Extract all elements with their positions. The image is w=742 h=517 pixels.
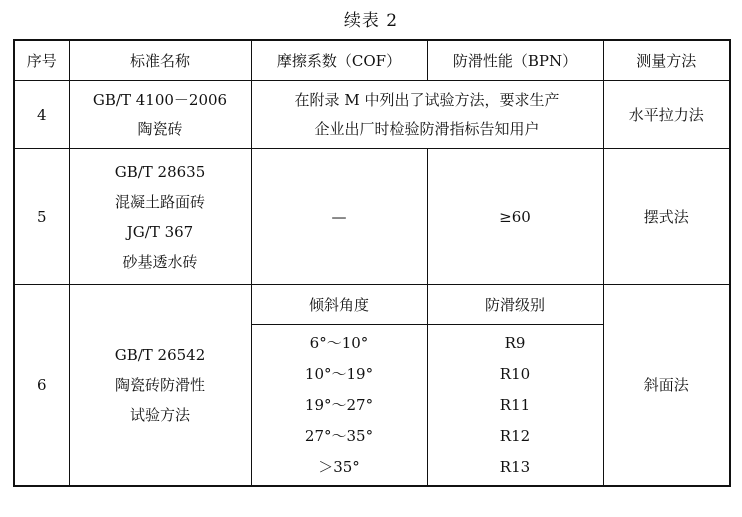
slip-level: R10 — [499, 364, 531, 383]
standard-code: GB/T 28635 — [114, 162, 206, 181]
header-no: 序号 — [14, 40, 69, 81]
table-caption: 续表 2 — [343, 11, 399, 31]
cof-cell — [251, 149, 427, 285]
header-bpn: 防滑性能（BPN） — [427, 40, 603, 81]
table-row — [14, 149, 730, 285]
angle-range: 19°～27° — [304, 395, 374, 414]
level-list-cell — [427, 325, 603, 487]
table-header-row — [14, 40, 730, 81]
standard-title: 陶瓷砖防滑性 — [114, 376, 205, 394]
method-cell: 斜面法 — [603, 285, 730, 487]
row-no: 6 — [14, 285, 69, 487]
standard-name-cell — [69, 81, 251, 149]
standard-name-cell — [69, 285, 251, 487]
standard-code: GB/T 4100－2006 — [92, 90, 228, 109]
description-line: 企业出厂时检验防滑指标告知用户 — [314, 119, 540, 138]
cof-bpn-description — [251, 81, 603, 149]
table-row — [14, 81, 730, 149]
angle-range: 10°～19° — [304, 364, 374, 383]
slip-level: R12 — [499, 426, 531, 445]
standard-code: GB/T 26542 — [114, 346, 206, 364]
angle-list — [252, 328, 427, 483]
header-method: 测量方法 — [603, 40, 730, 81]
angle-range: 27°～35° — [304, 426, 374, 445]
row-no: 5 — [14, 149, 69, 285]
angle-range: ＞35° — [318, 457, 360, 476]
standard-code: JG/T 367 — [126, 222, 194, 241]
table-row — [14, 285, 730, 325]
method-cell: 水平拉力法 — [603, 81, 730, 149]
angle-range: 6°～10° — [309, 333, 369, 352]
slip-level: R11 — [499, 395, 531, 414]
angle-list-cell — [251, 325, 427, 487]
header-standard-name: 标准名称 — [69, 40, 251, 81]
row-no: 4 — [14, 81, 69, 149]
slip-level: R9 — [504, 333, 526, 352]
not-applicable-dash: — — [331, 207, 347, 226]
subheader-level: 防滑级别 — [427, 285, 603, 325]
standards-table — [13, 39, 731, 487]
method-cell: 摆式法 — [603, 149, 730, 285]
header-cof: 摩擦系数（COF） — [251, 40, 427, 81]
description-line: 在附录 M 中列出了试验方法，要求生产 — [294, 90, 560, 109]
standard-title: 砂基透水砖 — [122, 252, 198, 271]
standard-title: 混凝土路面砖 — [114, 192, 205, 211]
subheader-angle: 倾斜角度 — [251, 285, 427, 325]
level-list — [428, 328, 603, 483]
standard-title: 陶瓷砖 — [137, 119, 183, 138]
slip-level: R13 — [499, 457, 531, 476]
standard-title: 试验方法 — [129, 406, 190, 424]
bpn-cell: ≥60 — [427, 149, 603, 285]
standard-name-cell — [69, 149, 251, 285]
